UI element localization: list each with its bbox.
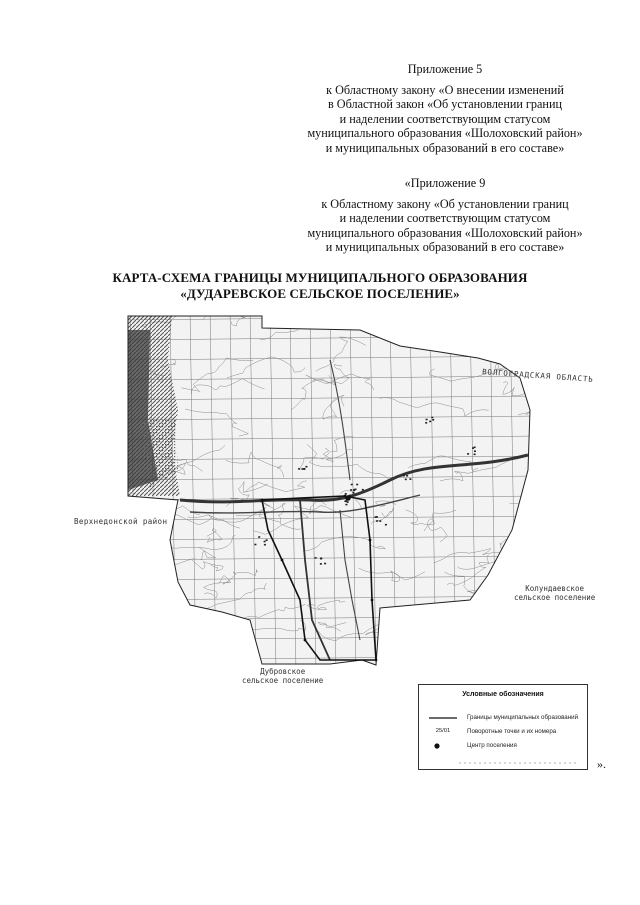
label-verkhnedon-district: Верхнедонской район (74, 517, 168, 526)
label-dubrovskoe-line-2: сельское поселение (242, 676, 324, 685)
appendix-9-line: к Областному закону «Об установлении границ (321, 196, 569, 211)
label-kolundaev-line-2: сельское поселение (514, 593, 596, 602)
closing-quote-mark: ». (597, 757, 606, 771)
appendix-5-line: и муниципальных образований в его составе» (325, 140, 565, 155)
boundary-line-icon (427, 713, 459, 723)
label-kolundaev-settlement (514, 584, 595, 602)
legend-item-center (419, 741, 587, 751)
appendix-5-line: к Областному закону «О внесении изменений (326, 82, 564, 97)
appendix-9-heading: «Приложение 9 (404, 176, 486, 190)
appendix-9-line: муниципального образования «Шолоховский район» (307, 225, 583, 240)
map-title-line-2: «ДУДАРЕВСКОЕ СЕЛЬСКОЕ ПОСЕЛЕНИЕ» (180, 286, 460, 301)
settlement-center-dot-icon (427, 741, 459, 751)
legend-label: Центр поселения (467, 742, 517, 749)
map-title-line-1: КАРТА-СХЕМА ГРАНИЦЫ МУНИЦИПАЛЬНОГО ОБРАЗОВАНИЯ (112, 270, 528, 285)
legend-dotted-rule (459, 761, 579, 765)
map-sheet (120, 309, 583, 670)
appendix-9-line: и муниципальных образований в его составе» (325, 240, 565, 255)
legend-label: Границы муниципальных образований (467, 714, 579, 721)
point-number-icon: 25/01 (435, 728, 451, 734)
appendix-5-line: муниципального образования «Шолоховский район» (307, 126, 583, 141)
label-volgograd-region: ВОЛГОГРАДСКАЯ ОБЛАСТЬ (481, 367, 594, 384)
legend-title: Условные обозначения (462, 691, 544, 698)
legend-item-boundary (419, 713, 587, 723)
legend-item-turning-points (419, 727, 587, 737)
label-dubrovskoe-line-1: Дубровское (260, 667, 306, 676)
appendix-5-line: и наделении соответствующим статусом (339, 111, 551, 126)
label-kolundaev-line-1: Колундаевское (525, 584, 584, 593)
appendix-9-line: и наделении соответствующим статусом (339, 211, 551, 226)
appendix-5-heading: Приложение 5 (407, 62, 483, 76)
map-legend (418, 684, 588, 770)
legend-label: Поворотные точки и их номера (467, 728, 557, 735)
label-dubrovskoe-settlement (242, 667, 323, 685)
appendix-5-line: в Областной закон «Об установлении границ (327, 97, 562, 112)
